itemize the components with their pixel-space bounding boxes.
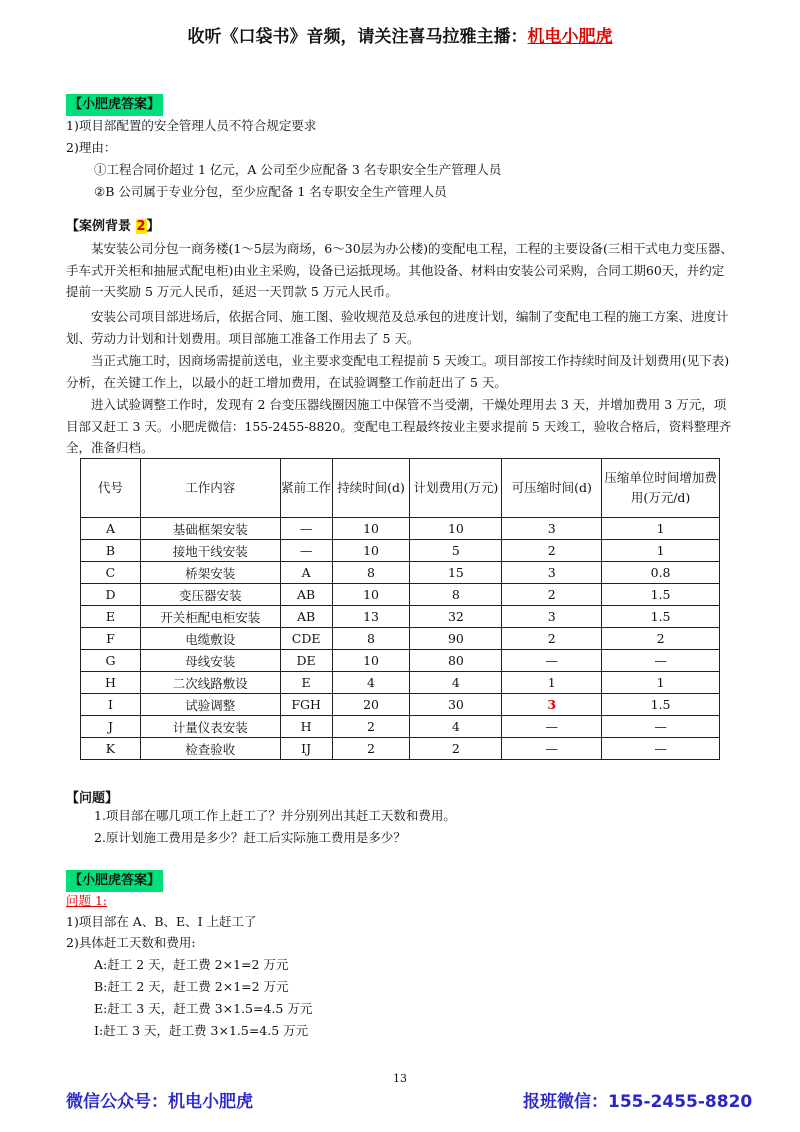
table-cell: 试验调整 bbox=[140, 694, 280, 716]
table-row bbox=[81, 562, 720, 584]
question-item: 2.原计划施工费用是多少？赶工后实际施工费用是多少？ bbox=[94, 830, 406, 845]
answer-tag-2: 【小肥虎答案】 bbox=[66, 870, 163, 892]
work-schedule-table bbox=[80, 458, 720, 760]
table-cell: 5 bbox=[410, 540, 502, 562]
table-cell: 电缆敷设 bbox=[140, 628, 280, 650]
table-cell: 4 bbox=[410, 716, 502, 738]
case-paragraph: 当正式施工时，因商场需提前送电，业主要求变配电工程提前 5 天竣工。项目部按工作持续时间及计划费用(见下表)分析，在关键工作上，以最小的赶工增加费用，在试验调整工作前赶出了 5 天。 bbox=[66, 353, 730, 390]
table-cell: AB bbox=[280, 606, 332, 628]
table-cell: 3 bbox=[502, 606, 602, 628]
table-cell: — bbox=[280, 518, 332, 540]
table-header-cell: 计划费用(万元) bbox=[410, 459, 502, 518]
table-cell: 32 bbox=[410, 606, 502, 628]
table-cell: 1 bbox=[602, 672, 720, 694]
footer-wechat-account: 微信公众号：机电小肥虎 bbox=[66, 1092, 253, 1112]
table-cell: — bbox=[602, 716, 720, 738]
table-cell: A bbox=[280, 562, 332, 584]
table-cell: 1 bbox=[502, 672, 602, 694]
table-cell: 桥架安装 bbox=[140, 562, 280, 584]
table-cell: — bbox=[502, 650, 602, 672]
table-cell: 2 bbox=[502, 540, 602, 562]
question-item: 1.项目部在哪几项工作上赶工了？并分别列出其赶工天数和费用。 bbox=[94, 808, 456, 823]
table-row bbox=[81, 584, 720, 606]
table-cell: IJ bbox=[280, 738, 332, 760]
table-cell: 2 bbox=[502, 628, 602, 650]
table-header-cell: 可压缩时间(d) bbox=[502, 459, 602, 518]
table-cell: 2 bbox=[502, 584, 602, 606]
table-row bbox=[81, 518, 720, 540]
answer2-line: 2)具体赶工天数和费用: bbox=[66, 935, 196, 950]
table-header-cell: 代号 bbox=[81, 459, 141, 518]
table-cell: 开关柜配电柜安装 bbox=[140, 606, 280, 628]
case-paragraph: 安装公司项目部进场后，依据合同、施工图、验收规范及总承包的进度计划，编制了变配电工程的施工方案、进度计划、劳动力计划和计划费用。项目部施工准备工作用去了 5 天。 bbox=[66, 309, 729, 346]
table-cell: — bbox=[280, 540, 332, 562]
case-paragraph: 进入试验调整工作时，发现有 2 台变压器线圈因施工中保管不当受潮，干燥处理用去 3 天，并增加费用 3 万元，项目部又赶工 3 天。小肥虎微信：155-2455-8820。变配电工程最终按业主要求提前 5 天竣工，验收合格后，资料整理齐全，准备归档。 bbox=[66, 397, 732, 455]
answer1-line: 1)项目部配置的安全管理人员不符合规定要求 bbox=[66, 118, 317, 133]
table-cell: 1.5 bbox=[602, 606, 720, 628]
table-cell: 15 bbox=[410, 562, 502, 584]
table-row bbox=[81, 738, 720, 760]
table-cell: E bbox=[81, 606, 141, 628]
table-cell: E bbox=[280, 672, 332, 694]
table-header-cell: 持续时间(d) bbox=[332, 459, 410, 518]
table-cell: 计量仪表安装 bbox=[140, 716, 280, 738]
table-cell: 2 bbox=[602, 628, 720, 650]
table-cell: 1 bbox=[602, 540, 720, 562]
table-header-cell: 压缩单位时间增加费用(万元/d) bbox=[602, 459, 720, 518]
table-cell: 10 bbox=[332, 518, 410, 540]
table-cell: 1.5 bbox=[602, 584, 720, 606]
table-cell: 10 bbox=[410, 518, 502, 540]
table-cell: 8 bbox=[410, 584, 502, 606]
table-cell: C bbox=[81, 562, 141, 584]
page-number: 13 bbox=[393, 1072, 407, 1085]
table-row bbox=[81, 540, 720, 562]
footer-enroll-wechat: 报班微信：155-2455-8820 bbox=[523, 1092, 753, 1112]
table-cell: 8 bbox=[332, 562, 410, 584]
table-cell: 2 bbox=[410, 738, 502, 760]
answer1-line: ②B 公司属于专业分包，至少应配备 1 名专职安全生产管理人员 bbox=[94, 184, 447, 199]
table-cell: F bbox=[81, 628, 141, 650]
table-cell: B bbox=[81, 540, 141, 562]
table-cell: 4 bbox=[410, 672, 502, 694]
table-row bbox=[81, 606, 720, 628]
table-header-cell: 紧前工作 bbox=[280, 459, 332, 518]
table-cell: 3 bbox=[502, 562, 602, 584]
table-cell: 检查验收 bbox=[140, 738, 280, 760]
answer1-line: 2)理由： bbox=[66, 140, 117, 155]
questions-tag: 【问题】 bbox=[66, 791, 119, 806]
table-cell: 90 bbox=[410, 628, 502, 650]
answer1-line: ①工程合同价超过 1 亿元，A 公司至少应配备 3 名专职安全生产管理人员 bbox=[94, 162, 502, 177]
table-header-cell: 工作内容 bbox=[140, 459, 280, 518]
table-cell: 4 bbox=[332, 672, 410, 694]
case-background-tag: 【案例背景 2】 bbox=[66, 219, 160, 234]
table-cell: 8 bbox=[332, 628, 410, 650]
table-cell: 10 bbox=[332, 584, 410, 606]
table-row bbox=[81, 716, 720, 738]
table-cell: 80 bbox=[410, 650, 502, 672]
table-row bbox=[81, 694, 720, 716]
table-cell: 1 bbox=[602, 518, 720, 540]
table-cell: D bbox=[81, 584, 141, 606]
table-row bbox=[81, 628, 720, 650]
page-header bbox=[0, 22, 800, 47]
table-cell: FGH bbox=[280, 694, 332, 716]
table-cell: 20 bbox=[332, 694, 410, 716]
table-cell: 2 bbox=[332, 716, 410, 738]
table-cell: 二次线路敷设 bbox=[140, 672, 280, 694]
table-cell: 变压器安装 bbox=[140, 584, 280, 606]
table-cell: H bbox=[81, 672, 141, 694]
case-paragraph: 某安装公司分包一商务楼(1～5层为商场，6～30层为办公楼)的变配电工程，工程的主要设备(三相干式电力变压器、手车式开关柜和抽屉式配电柜)由业主采购，设备已运抵现场。其他设备、材料由安装公司采购，合同工期60天，并约定提前一天奖励 5 万元人民币，延迟一天罚款 5 万元人民币。 bbox=[66, 241, 733, 299]
table-cell: 13 bbox=[332, 606, 410, 628]
table-cell: K bbox=[81, 738, 141, 760]
table-cell: — bbox=[602, 650, 720, 672]
table-cell: AB bbox=[280, 584, 332, 606]
table-cell: — bbox=[502, 716, 602, 738]
answer2-line: I:赶工 3 天，赶工费 3×1.5=4.5 万元 bbox=[94, 1023, 309, 1038]
table-cell: 2 bbox=[332, 738, 410, 760]
table-cell: 3 bbox=[502, 694, 602, 716]
answer2-line: B:赶工 2 天，赶工费 2×1=2 万元 bbox=[94, 979, 289, 994]
table-cell: 接地干线安装 bbox=[140, 540, 280, 562]
table-cell: CDE bbox=[280, 628, 332, 650]
table-cell: 1.5 bbox=[602, 694, 720, 716]
question-label: 问题 1: bbox=[66, 893, 108, 908]
table-cell: 10 bbox=[332, 540, 410, 562]
table-cell: H bbox=[280, 716, 332, 738]
table-cell: 0.8 bbox=[602, 562, 720, 584]
table-body bbox=[81, 518, 720, 760]
table-cell: — bbox=[602, 738, 720, 760]
table-cell: 30 bbox=[410, 694, 502, 716]
table-cell: 10 bbox=[332, 650, 410, 672]
table-row bbox=[81, 672, 720, 694]
table-cell: — bbox=[502, 738, 602, 760]
table-cell: DE bbox=[280, 650, 332, 672]
answer-tag-1: 【小肥虎答案】 bbox=[66, 94, 163, 116]
answer2-line: 1)项目部在 A、B、E、I 上赶工了 bbox=[66, 914, 257, 929]
answer2-line: E:赶工 3 天，赶工费 3×1.5=4.5 万元 bbox=[94, 1001, 313, 1016]
header-text: 收听《口袋书》音频，请关注喜马拉雅主播： bbox=[187, 27, 528, 47]
table-header-row bbox=[81, 459, 720, 518]
answer2-line: A:赶工 2 天，赶工费 2×1=2 万元 bbox=[94, 957, 289, 972]
table-cell: G bbox=[81, 650, 141, 672]
table-cell: J bbox=[81, 716, 141, 738]
header-highlight: 机电小肥虎 bbox=[527, 27, 613, 47]
table-cell: 母线安装 bbox=[140, 650, 280, 672]
table-cell: A bbox=[81, 518, 141, 540]
table-cell: I bbox=[81, 694, 141, 716]
table-cell: 3 bbox=[502, 518, 602, 540]
table-cell: 基础框架安装 bbox=[140, 518, 280, 540]
table-row bbox=[81, 650, 720, 672]
